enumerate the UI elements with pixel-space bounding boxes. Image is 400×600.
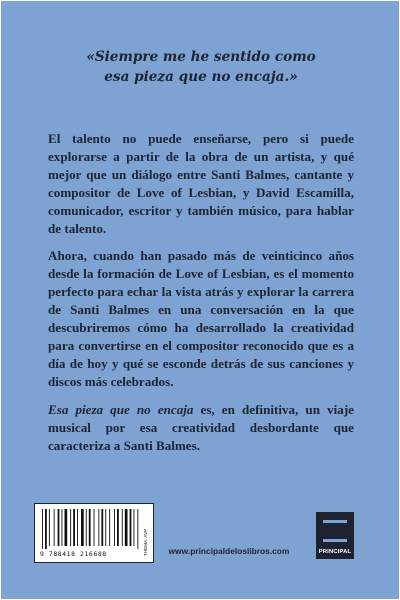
pull-quote <box>61 47 341 87</box>
synopsis-paragraph-2: Ahora, cuando han pasado más de veinticinco años desde la formación de Love of Lesbian, es el momento perfecto para echar la vista atrás y explorar la carrera de Santi Balmes en una conversación en la que descubriremos cómo ha desarrollado la creatividad para convertirse en el compositor reconocido que es a día de hoy y qué se esconde detrás de sus canciones y discos más celebrados. <box>48 248 354 389</box>
publisher-logo-mark <box>323 520 347 542</box>
isbn-barcode <box>34 503 154 563</box>
publisher-logo-text: PRINCIPAL <box>318 549 352 555</box>
isbn-number: 9 788418 216688 <box>40 550 107 558</box>
thema-code: THEMA: AVP <box>143 528 148 556</box>
publisher-logo <box>316 512 354 559</box>
book-title-italic: Esa pieza que no encaja <box>48 402 194 417</box>
back-cover <box>1 1 399 599</box>
pull-quote-line-1: «Siempre me he sentido como <box>86 49 316 65</box>
pull-quote-line-2: esa pieza que no encaja.» <box>104 69 298 85</box>
synopsis-paragraph-3-text: es, en definitiva, un viaje musical por esa creatividad desbordante que caracteriza a Santi Balmes. <box>48 402 354 453</box>
synopsis-paragraph-1: El talento no puede enseñarse, pero si puede explorarse a partir de la obra de un artista, y qué mejor que un diálogo entre Santi Balmes, cantante y compositor de Love of Lesbian, y David Escamilla, comunicador, escritor y también músico, para hablar de talento. <box>48 131 354 236</box>
barcode-bars <box>40 509 140 549</box>
synopsis-paragraph-3 <box>48 401 354 455</box>
publisher-website: www.principaldeloslibros.com <box>168 546 290 556</box>
